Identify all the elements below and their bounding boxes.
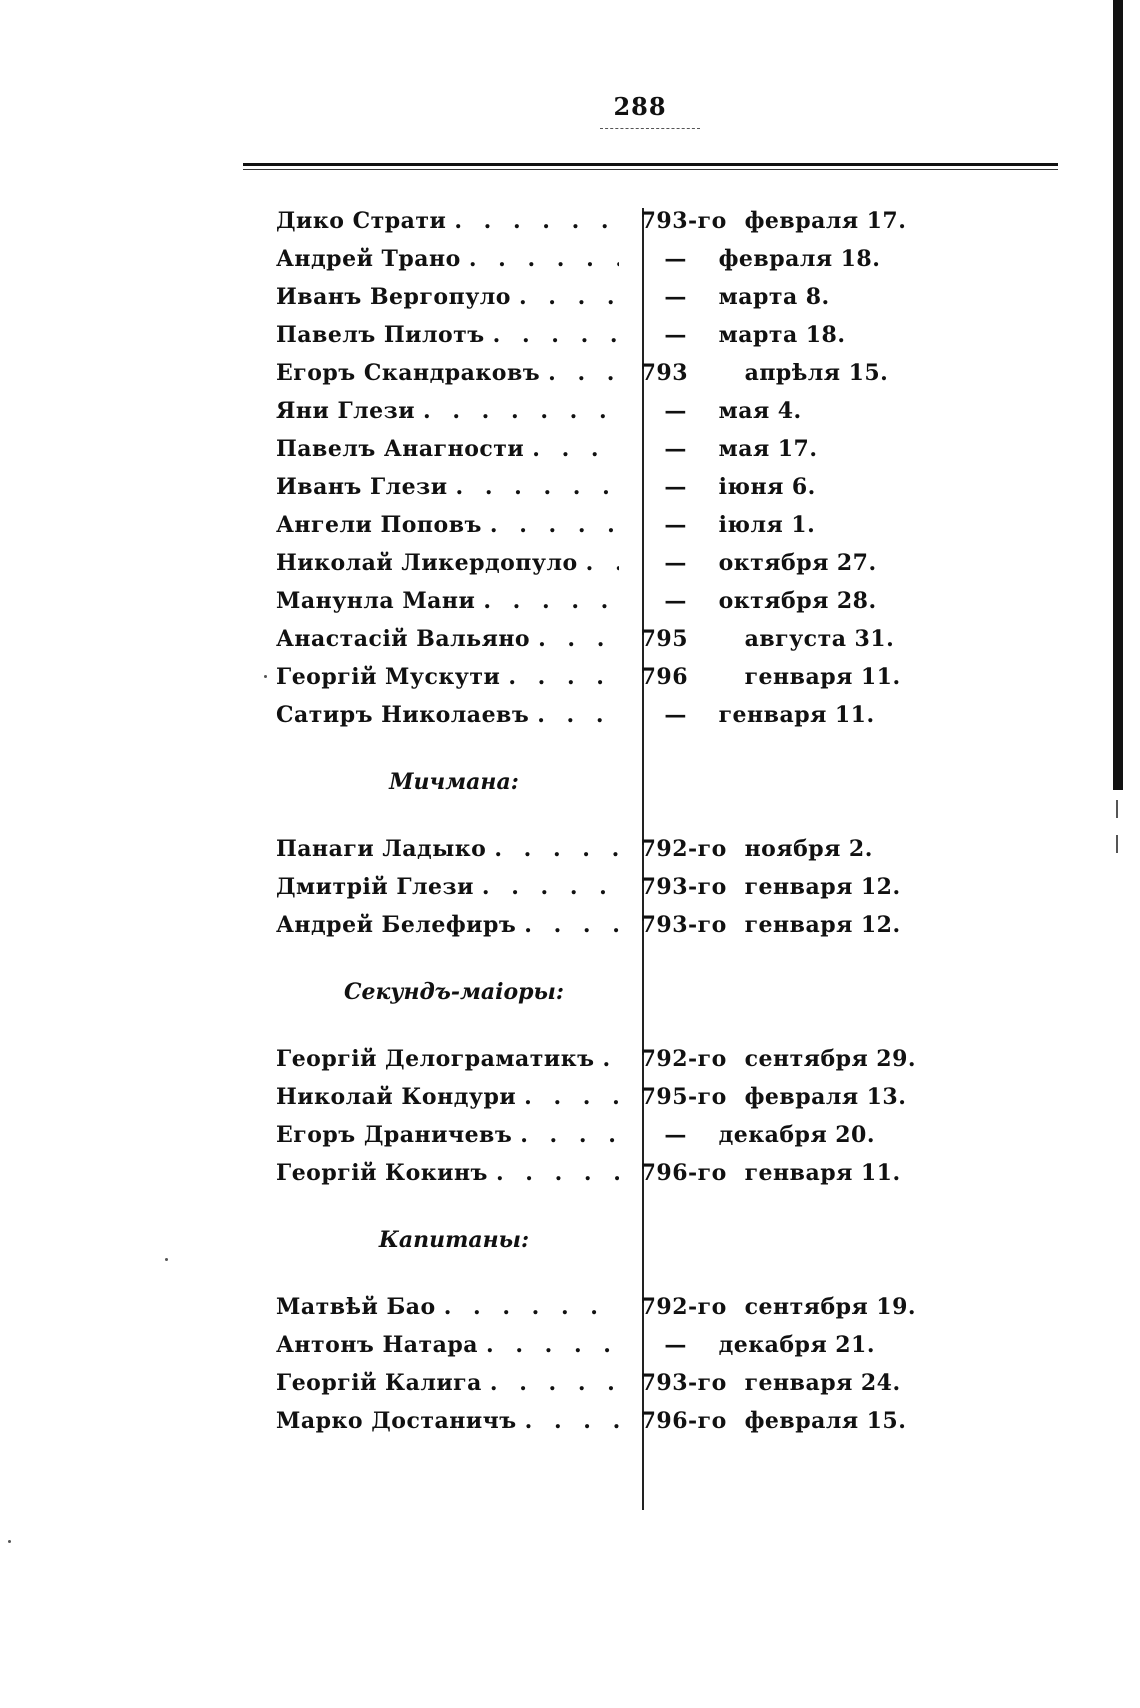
entry-month: сентября (744, 1294, 869, 1320)
name-cell (276, 626, 627, 652)
entry-year: 796-го (640, 1160, 727, 1186)
entry-day: 13. (866, 1084, 907, 1110)
entry-year: 792-го (640, 836, 727, 862)
entry-day: 11. (860, 664, 901, 690)
entry-month: генваря (744, 912, 853, 938)
list-item (276, 392, 936, 430)
entry-day: 15. (848, 360, 889, 386)
dot-leader (490, 512, 619, 538)
entry-month: генваря (744, 1370, 853, 1396)
name-cell (276, 874, 627, 900)
section-heading-text: Секундъ-маіоры: (343, 979, 565, 1005)
date-cell (627, 322, 936, 348)
entry-year: 793-го (640, 912, 727, 938)
officer-name: Павелъ Пилотъ (276, 322, 485, 348)
entry-month: марта (718, 284, 798, 310)
header-rule (243, 163, 1058, 166)
entry-year: 793-го (640, 208, 727, 234)
officer-name: Егоръ Скандраковъ (276, 360, 541, 386)
scan-edge-tick (1116, 835, 1118, 853)
officer-name: Анастасій Вальяно (276, 626, 531, 652)
list-item (276, 1326, 936, 1364)
name-cell (276, 208, 627, 234)
list-item (276, 544, 936, 582)
entry-day: 24. (860, 1370, 901, 1396)
list-item (276, 1154, 936, 1192)
entry-month: ноября (744, 836, 841, 862)
entry-day: 2. (848, 836, 873, 862)
list-item (276, 582, 936, 620)
entry-day: 15. (866, 1408, 907, 1434)
list-item (276, 202, 936, 240)
entry-year: — (664, 322, 687, 348)
entry-year: 793-го (640, 1370, 727, 1396)
dot-leader (482, 874, 619, 900)
dot-leader (524, 912, 618, 938)
dot-leader (537, 702, 618, 728)
entry-month: декабря (718, 1122, 828, 1148)
list-item (276, 240, 936, 278)
officer-name: Георгій Калига (276, 1370, 482, 1396)
entry-year: — (664, 702, 687, 728)
entry-day: 17. (866, 208, 907, 234)
name-cell (276, 836, 627, 862)
officer-name: Яни Глези (276, 398, 416, 424)
section-gap (276, 1262, 936, 1288)
date-cell (627, 1370, 936, 1396)
dot-leader (538, 626, 618, 652)
entry-month: сентября (744, 1046, 869, 1072)
dot-leader (603, 1046, 619, 1072)
list-item (276, 1402, 936, 1440)
section-heading (276, 1218, 936, 1262)
entry-year: — (664, 398, 687, 424)
list-item (276, 1116, 936, 1154)
entry-month: генваря (744, 874, 853, 900)
page-number-underline (600, 128, 700, 129)
name-cell (276, 360, 627, 386)
name-cell (276, 1084, 627, 1110)
section-gap (276, 944, 936, 970)
list-item (276, 316, 936, 354)
entry-year: 793-го (640, 874, 727, 900)
name-cell (276, 512, 627, 538)
entry-month: марта (718, 322, 798, 348)
officer-name: Павелъ Анагности (276, 436, 525, 462)
name-cell (276, 436, 627, 462)
entry-year: — (664, 246, 687, 272)
officer-name: Андрей Трано (276, 246, 461, 272)
dot-leader (444, 1294, 619, 1320)
entry-day: 18. (805, 322, 846, 348)
name-cell (276, 474, 627, 500)
dot-leader (525, 1408, 619, 1434)
list-item (276, 696, 936, 734)
name-cell (276, 1294, 627, 1320)
entry-day: 11. (834, 702, 875, 728)
entry-day: 8. (805, 284, 830, 310)
name-cell (276, 1370, 627, 1396)
officer-name: Георгій Кокинъ (276, 1160, 488, 1186)
entry-day: 29. (876, 1046, 917, 1072)
date-cell (627, 246, 936, 272)
officer-name: Марко Достаничъ (276, 1408, 517, 1434)
date-cell (627, 626, 936, 652)
list-item (276, 830, 936, 868)
entry-day: 17. (777, 436, 818, 462)
entry-year: — (664, 1122, 687, 1148)
date-cell (627, 1084, 936, 1110)
date-cell (627, 436, 936, 462)
name-cell (276, 1332, 627, 1358)
list-item (276, 1078, 936, 1116)
date-cell (627, 1294, 936, 1320)
dot-leader (519, 284, 619, 310)
entry-year: — (664, 588, 687, 614)
entry-month: апрѣля (744, 360, 841, 386)
name-cell (276, 322, 627, 348)
entry-day: 4. (777, 398, 802, 424)
entry-month: генваря (718, 702, 827, 728)
dot-leader (486, 1332, 619, 1358)
date-cell (627, 1122, 936, 1148)
list-item (276, 278, 936, 316)
entry-year: 792-го (640, 1294, 727, 1320)
officer-list (276, 202, 936, 1440)
scan-edge-bar (1113, 0, 1123, 790)
date-cell (627, 588, 936, 614)
officer-name: Андрей Белефиръ (276, 912, 517, 938)
name-cell (276, 702, 627, 728)
name-cell (276, 588, 627, 614)
section-gap (276, 1192, 936, 1218)
officer-name: Дико Страти (276, 208, 447, 234)
date-cell (627, 874, 936, 900)
entry-day: 18. (840, 246, 881, 272)
section-heading (276, 760, 936, 804)
list-item (276, 430, 936, 468)
entry-year: 792-го (640, 1046, 727, 1072)
list-item (276, 868, 936, 906)
entry-year: — (664, 512, 687, 538)
entry-year: — (664, 436, 687, 462)
date-cell (627, 208, 936, 234)
entry-month: декабря (718, 1332, 828, 1358)
stray-mark (264, 675, 267, 678)
entry-month: февраля (744, 1084, 859, 1110)
date-cell (627, 912, 936, 938)
name-cell (276, 246, 627, 272)
officer-name: Дмитрій Глези (276, 874, 474, 900)
dot-leader (494, 836, 618, 862)
dot-leader (532, 436, 618, 462)
entry-year: 795 (640, 626, 689, 652)
officer-name: Манунла Мани (276, 588, 476, 614)
entry-day: 12. (860, 912, 901, 938)
scan-edge-tick (1116, 800, 1118, 818)
section-gap (276, 734, 936, 760)
list-item (276, 1040, 936, 1078)
section-heading-text: Капитаны: (378, 1227, 530, 1253)
entry-year: — (664, 550, 687, 576)
entry-day: 1. (791, 512, 816, 538)
date-cell (627, 512, 936, 538)
entry-month: генваря (744, 1160, 853, 1186)
entry-year: 793 (640, 360, 689, 386)
officer-name: Панаги Ладыко (276, 836, 487, 862)
dot-leader (423, 398, 619, 424)
name-cell (276, 1160, 627, 1186)
officer-name: Николай Кондури (276, 1084, 517, 1110)
name-cell (276, 550, 627, 576)
date-cell (627, 836, 936, 862)
name-cell (276, 284, 627, 310)
entry-day: 27. (836, 550, 877, 576)
entry-month: іюля (718, 512, 784, 538)
dot-leader (520, 1122, 618, 1148)
list-item (276, 354, 936, 392)
entry-day: 11. (860, 1160, 901, 1186)
dot-leader (548, 360, 618, 386)
list-item (276, 468, 936, 506)
date-cell (627, 664, 936, 690)
date-cell (627, 1332, 936, 1358)
list-item (276, 506, 936, 544)
name-cell (276, 664, 627, 690)
entry-year: 795-го (640, 1084, 727, 1110)
date-cell (627, 1046, 936, 1072)
name-cell (276, 912, 627, 938)
entry-year: — (664, 1332, 687, 1358)
officer-name: Иванъ Глези (276, 474, 448, 500)
entry-year: — (664, 474, 687, 500)
entry-month: іюня (718, 474, 784, 500)
entry-day: 12. (860, 874, 901, 900)
date-cell (627, 550, 936, 576)
name-cell (276, 1046, 627, 1072)
stray-mark (165, 1258, 168, 1261)
dot-leader (469, 246, 619, 272)
entry-day: 28. (836, 588, 877, 614)
list-item (276, 1288, 936, 1326)
section-gap (276, 804, 936, 830)
list-item (276, 906, 936, 944)
stray-mark (8, 1540, 11, 1543)
officer-name: Ангели Поповъ (276, 512, 482, 538)
list-item (276, 620, 936, 658)
entry-day: 6. (791, 474, 816, 500)
name-cell (276, 1408, 627, 1434)
entry-month: мая (718, 436, 770, 462)
entry-year: 796-го (640, 1408, 727, 1434)
dot-leader (496, 1160, 619, 1186)
officer-name: Антонъ Натара (276, 1332, 479, 1358)
date-cell (627, 360, 936, 386)
entry-month: февраля (718, 246, 833, 272)
entry-year: — (664, 284, 687, 310)
date-cell (627, 1160, 936, 1186)
dot-leader (483, 588, 618, 614)
entry-day: 19. (876, 1294, 917, 1320)
dot-leader (490, 1370, 619, 1396)
section-gap (276, 1014, 936, 1040)
header-rule-thin (243, 169, 1058, 170)
section-heading (276, 970, 936, 1014)
name-cell (276, 398, 627, 424)
officer-name: Егоръ Драничевъ (276, 1122, 513, 1148)
date-cell (627, 702, 936, 728)
entry-month: октября (718, 588, 829, 614)
date-cell (627, 474, 936, 500)
entry-day: 31. (854, 626, 895, 652)
officer-name: Николай Ликердопуло (276, 550, 578, 576)
dot-leader (493, 322, 619, 348)
entry-month: октября (718, 550, 829, 576)
officer-name: Матвѣй Бао (276, 1294, 436, 1320)
list-item (276, 658, 936, 696)
dot-leader (508, 664, 618, 690)
entry-day: 21. (835, 1332, 875, 1358)
date-cell (627, 398, 936, 424)
section-heading-text: Мичмана: (389, 769, 519, 795)
entry-day: 20. (835, 1122, 875, 1148)
officer-name: Иванъ Вергопуло (276, 284, 511, 310)
date-cell (627, 284, 936, 310)
dot-leader (454, 208, 618, 234)
page-number: 288 (613, 92, 667, 121)
dot-leader (524, 1084, 618, 1110)
entry-month: февраля (744, 208, 859, 234)
entry-year: 796 (640, 664, 689, 690)
list-item (276, 1364, 936, 1402)
dot-leader (586, 550, 619, 576)
date-cell (627, 1408, 936, 1434)
entry-month: августа (744, 626, 847, 652)
officer-name: Георгій Мускути (276, 664, 501, 690)
entry-month: февраля (744, 1408, 859, 1434)
entry-month: мая (718, 398, 770, 424)
officer-name: Сатиръ Николаевъ (276, 702, 530, 728)
entry-month: генваря (744, 664, 853, 690)
officer-name: Георгій Делограматикъ (276, 1046, 595, 1072)
name-cell (276, 1122, 627, 1148)
dot-leader (456, 474, 619, 500)
